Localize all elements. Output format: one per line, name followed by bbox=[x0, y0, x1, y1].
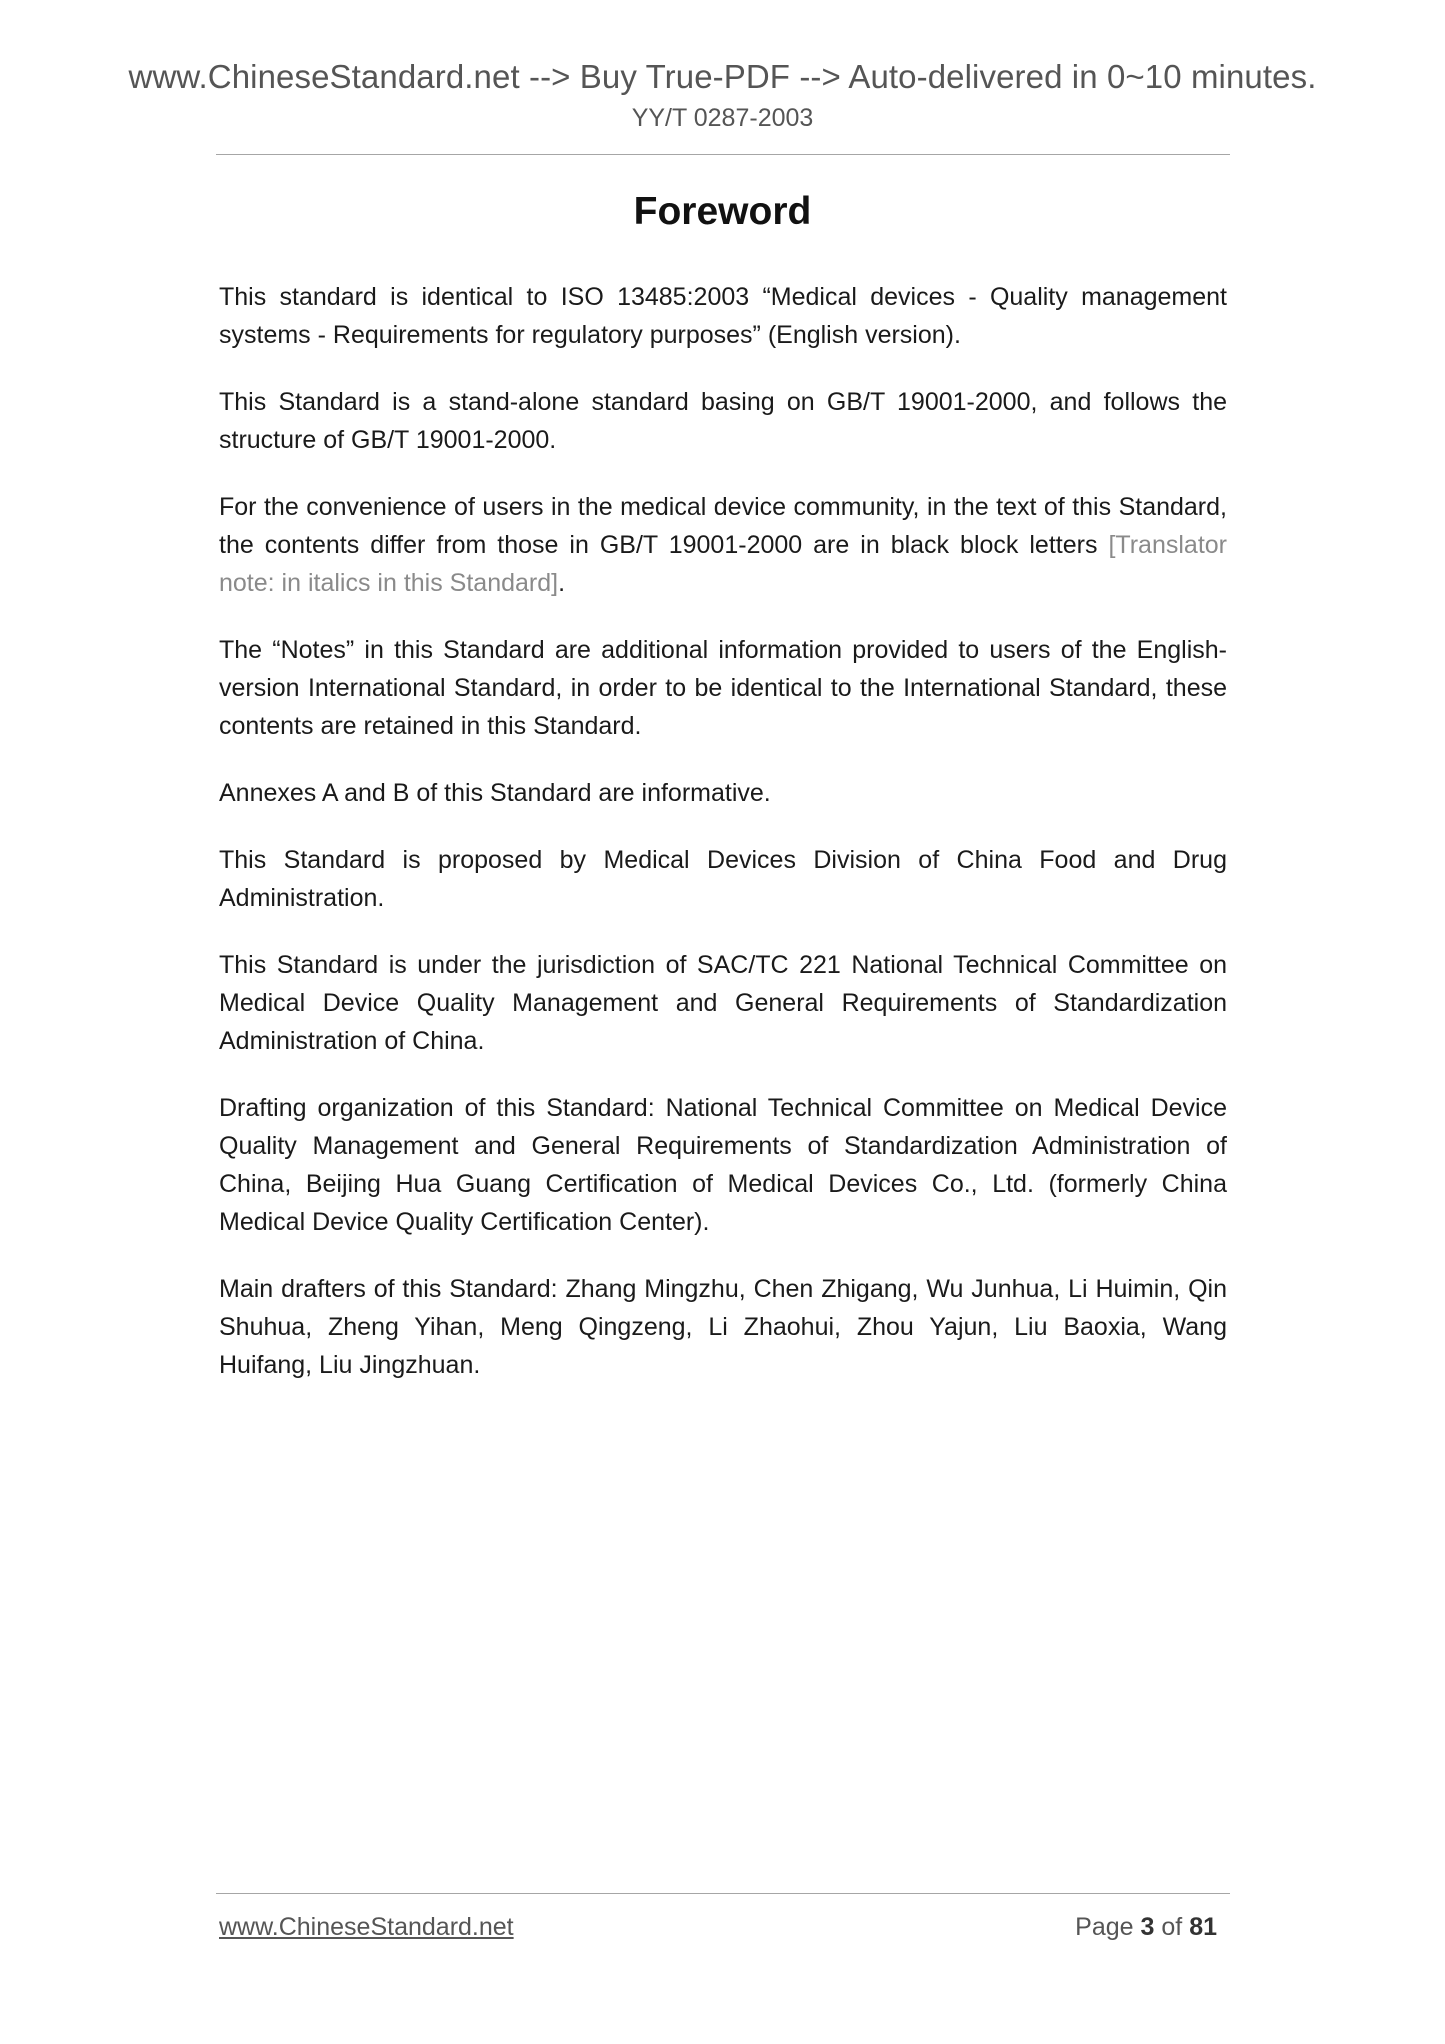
paragraph-drafting-organization: Drafting organization of this Standard: National Technical Committee on Medical Device Quality Management and General Requirements of Standardization Administration of China, Beijing Hua Guang Certification of Medical Devices Co., Ltd. (formerly China Medical Device Quality Certification Center). bbox=[219, 1094, 1227, 1236]
page-title: Foreword bbox=[633, 190, 812, 233]
standard-code: YY/T 0287-2003 bbox=[631, 104, 814, 132]
header-divider bbox=[216, 154, 1230, 155]
paragraph-proposed-by: This Standard is proposed by Medical Devices Division of China Food and Drug Administration. bbox=[219, 846, 1227, 912]
paragraph-jurisdiction: This Standard is under the jurisdiction of SAC/TC 221 National Technical Committee on Medical Device Quality Management and General Requirements of Standardization Administration of China. bbox=[219, 951, 1227, 1055]
paragraph-identical-to-iso: This standard is identical to ISO 13485:2003 “Medical devices - Quality management systems - Requirements for regulatory purposes” (English version). bbox=[219, 283, 1227, 349]
page-number bbox=[1075, 1913, 1217, 1942]
paragraph-notes: The “Notes” in this Standard are additional information provided to users of the English-version International Standard, in order to be identical to the International Standard, these contents are retained in this Standard. bbox=[219, 636, 1227, 740]
page-of: of bbox=[1161, 1913, 1183, 1941]
page-total: 81 bbox=[1189, 1913, 1217, 1941]
page-current: 3 bbox=[1140, 1913, 1155, 1941]
top-banner: www.ChineseStandard.net --> Buy True-PDF --> Auto-delivered in 0~10 minutes. bbox=[128, 58, 1317, 95]
translator-note-period: . bbox=[558, 569, 566, 597]
paragraph-annexes: Annexes A and B of this Standard are informative. bbox=[219, 779, 771, 807]
paragraph-main-drafters: Main drafters of this Standard: Zhang Mingzhu, Chen Zhigang, Wu Junhua, Li Huimin, Qin Shuhua, Zheng Yihan, Meng Qingzeng, Li Zhaohui, Zhou Yajun, Liu Baoxia, Wang Huifang, Liu Jingzhuan. bbox=[219, 1275, 1227, 1379]
translator-note: [Translator note: in italics in this Standard] bbox=[219, 531, 1227, 597]
foreword-body bbox=[219, 278, 1227, 1413]
paragraph-convenience bbox=[219, 488, 1227, 602]
footer-site-link[interactable]: www.ChineseStandard.net bbox=[219, 1913, 514, 1941]
page-prefix: Page bbox=[1075, 1913, 1134, 1941]
paragraph-convenience-text: For the convenience of users in the medical device community, in the text of this Standard, the contents differ from those in GB/T 19001-2000 are in black block letters bbox=[219, 493, 1227, 559]
paragraph-stand-alone: This Standard is a stand-alone standard basing on GB/T 19001-2000, and follows the structure of GB/T 19001-2000. bbox=[219, 388, 1227, 454]
footer-divider bbox=[216, 1893, 1230, 1894]
